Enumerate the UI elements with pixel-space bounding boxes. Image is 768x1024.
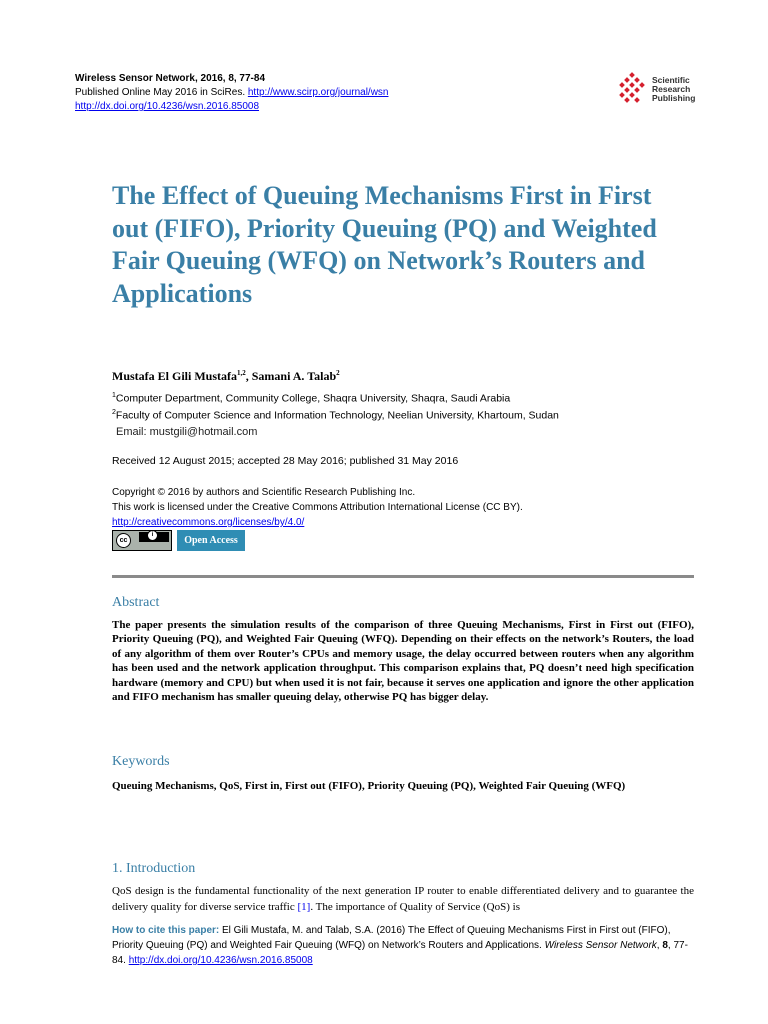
- open-access-badge[interactable]: Open Access: [177, 530, 245, 551]
- intro-text-after: . The importance of Quality of Service (QoS) is: [310, 900, 520, 913]
- author-2-sup: 2: [336, 369, 340, 377]
- author-1-sup: 1,2: [237, 369, 246, 377]
- publisher-logo-text: [652, 76, 695, 103]
- author-1: Mustafa El Gili Mustafa: [112, 369, 237, 383]
- affiliation-2: [112, 406, 559, 423]
- logo-line-3: Publishing: [652, 93, 696, 103]
- citation-doi-link[interactable]: http://dx.doi.org/10.4236/wsn.2016.85008: [128, 955, 313, 966]
- cc-icon: cc: [116, 533, 131, 548]
- keywords-heading: Keywords: [112, 754, 170, 769]
- abstract-heading: Abstract: [112, 595, 160, 610]
- person-icon: i: [147, 530, 158, 541]
- citation-journal: Wireless Sensor Network: [544, 940, 657, 951]
- reference-link[interactable]: [1]: [297, 900, 311, 913]
- publisher-logo: [616, 72, 736, 108]
- affiliation-1-text: Computer Department, Community College, Shaqra University, Shaqra, Saudi Arabia: [115, 392, 511, 405]
- introduction-heading: 1. Introduction: [112, 861, 196, 876]
- copyright-block: [112, 485, 523, 530]
- journal-link[interactable]: http://www.scirp.org/journal/wsn: [247, 87, 389, 98]
- section-divider: [112, 575, 694, 578]
- paper-title: The Effect of Queuing Mechanisms First in First out (FIFO), Priority Queuing (PQ) and Weighted Fair Queuing (WFQ) on Network’s Routers and Applications: [112, 181, 657, 308]
- affiliation-2-sup: 2: [112, 409, 116, 416]
- keywords-text: Queuing Mechanisms, QoS, First in, First out (FIFO), Priority Queuing (PQ), Weighted Fair Queuing (WFQ): [112, 780, 626, 792]
- affiliation-1-sup: 1: [112, 392, 116, 399]
- author-2: Samani A. Talab: [251, 369, 337, 383]
- email: Email: mustgili@hotmail.com: [116, 426, 258, 438]
- affiliation-2-text: Faculty of Computer Science and Information Technology, Neelian University, Khartoum, Sudan: [115, 409, 559, 422]
- abstract-text: The paper presents the simulation results of the comparison of three Queuing Mechanisms, First in First out (FIFO), Priority Queuing (PQ), and Weighted Fair Queuing (WFQ). Depending on their effects on the network’s Routers, the load of any algorithm of them over Router’s CPUs and memory usage, the delay occurred between routers when any algorithm has been used and the network application throughput. This comparison explains that, PQ doesn’t need high specification hardware (memory and CPU) but when used it is not fair, because it serves one application and ignore the other application and FIFO mechanism has smaller queuing delay, otherwise PQ has bigger delay.: [112, 619, 694, 704]
- intro-text-before: QoS design is the fundamental functionality of the next generation IP router to enable differentiated delivery and to guarantee the delivery quality for diverse service traffic: [112, 885, 694, 913]
- published-line: [75, 86, 389, 100]
- license-line: This work is licensed under the Creative Commons Attribution International License (CC BY).: [112, 502, 523, 513]
- citation-label: How to cite this paper:: [112, 925, 220, 936]
- citation-volume: 8: [662, 940, 668, 951]
- journal-header: [75, 72, 389, 114]
- logo-line-2: Research: [652, 84, 691, 94]
- cc-by-badge[interactable]: [112, 530, 172, 551]
- license-link[interactable]: http://creativecommons.org/licenses/by/4.0/: [112, 517, 305, 528]
- citation-pages: , 77-84.: [112, 940, 688, 966]
- published-text: Published Online May 2016 in SciRes.: [75, 87, 246, 98]
- publisher-logo-icon: [616, 72, 650, 106]
- doi-link[interactable]: http://dx.doi.org/10.4236/wsn.2016.85008: [75, 101, 260, 112]
- received-dates: Received 12 August 2015; accepted 28 May 2016; published 31 May 2016: [112, 455, 459, 467]
- copyright-line: Copyright © 2016 by authors and Scientific Research Publishing Inc.: [112, 487, 416, 498]
- affiliation-1: [112, 389, 510, 406]
- citation-block: How to cite this paper: El Gili Mustafa, M. and Talab, S.A. (2016) The Effect of Queuing Mechanisms First in First out (FIFO), Priority Queuing (PQ) and Weighted Fair Queuing (WFQ) on Network’s Routers and Applications. Wireless Sensor Network, 8, 77-84. http://dx.doi.org/10.4236/wsn.2016.85008: [112, 925, 688, 966]
- logo-line-1: Scientific: [652, 75, 690, 85]
- author-separator: ,: [245, 369, 252, 383]
- authors: [112, 369, 340, 384]
- journal-title: Wireless Sensor Network, 2016, 8, 77-84: [75, 73, 266, 84]
- citation-text: El Gili Mustafa, M. and Talab, S.A. (2016) The Effect of Queuing Mechanisms First in First out (FIFO), Priority Queuing (PQ) and Weighted Fair Queuing (WFQ) on Network’s Routers and Applications.: [112, 925, 671, 951]
- introduction-text: [112, 884, 694, 915]
